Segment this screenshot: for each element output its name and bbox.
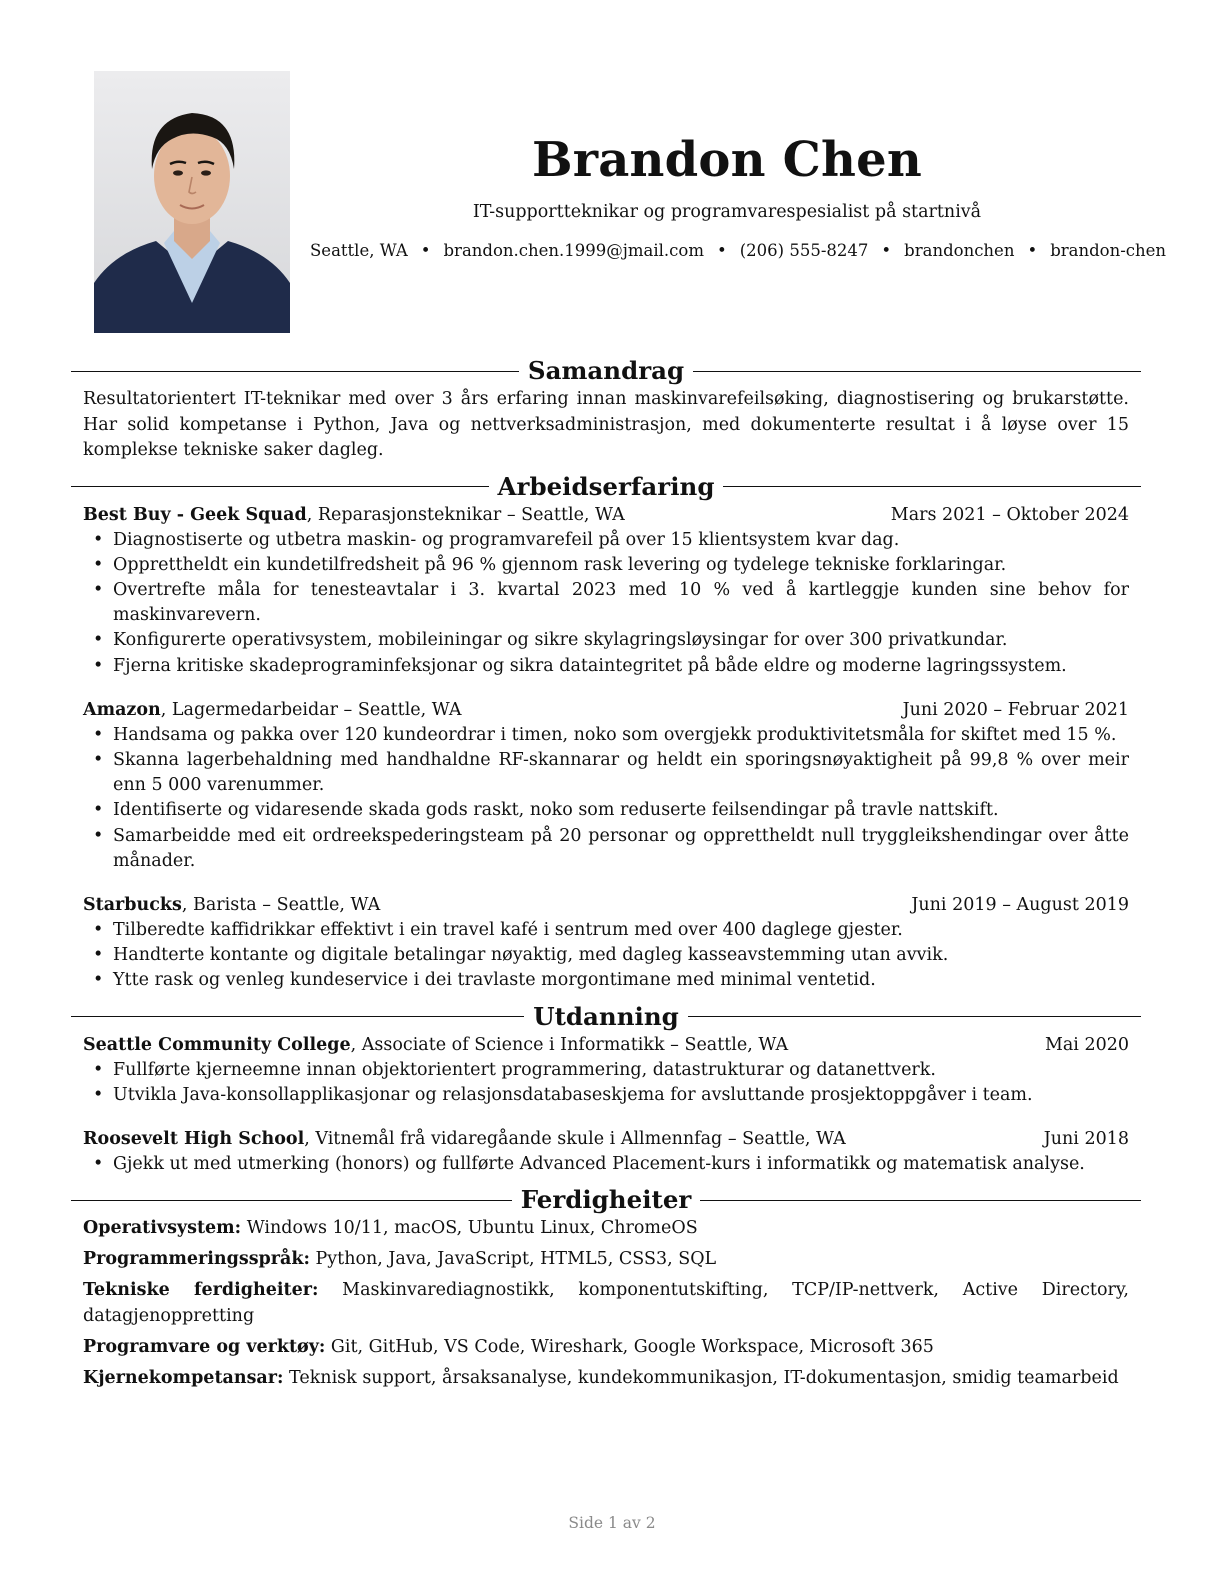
section-heading-skills <box>71 1184 1141 1216</box>
degree: , Vitnemål frå vidaregåande skule i Allmennfag – Seattle, WA <box>304 1128 846 1149</box>
skill-value: Teknisk support, årsaksanalyse, kundekommunikasjon, IT-dokumentasjon, smidig teamarbeid <box>283 1367 1119 1388</box>
skill-label: Operativsystem: <box>83 1218 242 1239</box>
skill-row <box>83 1247 1129 1273</box>
header <box>310 130 1167 262</box>
entry-date: Juni 2020 – Februar 2021 <box>902 699 1129 720</box>
heading-rule <box>693 371 1141 372</box>
contact-email[interactable]: brandon.chen.1999@jmail.com <box>443 241 704 260</box>
contact-separator: • <box>1027 241 1038 260</box>
institution: Seattle Community College <box>83 1034 351 1055</box>
list-item: • Diagnostiserte og utbetra maskin- og programvarefeil på over 15 klientsystem kvar dag. <box>113 528 1129 553</box>
skill-value: Python, Java, JavaScript, HTML5, CSS3, SQL <box>309 1249 717 1270</box>
portrait-image <box>94 71 290 333</box>
summary-text: Resultatorientert IT-teknikar med over 3 års erfaring innan maskinvarefeilsøking, diagnostisering og brukarstøtte. Har solid kompetanse i Python, Java og nettverksadministrasjon, med dokumenterte resultat i å løyse over 15 komplekse tekniske saker dagleg. <box>83 389 1129 460</box>
list-item: • Utvikla Java-konsollapplikasjonar og relasjonsdatabaseskjema for avsluttande prosjektoppgåver i team. <box>113 1083 1129 1108</box>
employer: Starbucks <box>83 894 182 915</box>
list-item: • Fullførte kjerneemne innan objektorientert programmering, datastrukturar og datanettverk. <box>113 1058 1129 1083</box>
bullet-list <box>83 723 1129 874</box>
heading-rule <box>71 1200 512 1201</box>
entry-date: Juni 2019 – August 2019 <box>911 894 1129 915</box>
section-title: Utdanning <box>533 1001 679 1031</box>
skill-label: Kjernekompetansar: <box>83 1367 284 1388</box>
bullet-list <box>83 918 1129 994</box>
entry-date: Mars 2021 – Oktober 2024 <box>890 504 1129 525</box>
list-item: • Overtrefte måla for tenesteavtalar i 3. kvartal 2023 med 10 % ved å kartleggje kunden sine behov for maskinvarevern. <box>113 578 1129 628</box>
skill-label: Tekniske ferdigheiter: <box>83 1280 319 1301</box>
candidate-name: Brandon Chen <box>532 132 922 188</box>
experience-entry <box>83 503 1129 679</box>
job-role: , Barista – Seattle, WA <box>181 894 381 915</box>
page-number: Side 1 av 2 <box>568 1514 656 1532</box>
entry-date: Juni 2018 <box>1043 1128 1129 1149</box>
section-heading-experience <box>71 471 1141 503</box>
section-title: Samandrag <box>527 356 685 385</box>
bullet-list <box>83 1058 1129 1108</box>
skill-value: Windows 10/11, macOS, Ubuntu Linux, ChromeOS <box>241 1218 698 1239</box>
section-title: Ferdigheiter <box>520 1185 692 1215</box>
skill-row <box>83 1278 1129 1329</box>
heading-rule <box>71 371 519 372</box>
contact-separator: • <box>717 241 727 260</box>
heading-rule <box>723 486 1141 487</box>
heading-rule <box>700 1200 1141 1201</box>
bullet-list <box>83 528 1129 679</box>
profile-photo <box>94 71 290 333</box>
skill-row <box>83 1366 1129 1392</box>
heading-rule <box>71 1016 524 1017</box>
list-item: • Samarbeidde med eit ordreekspederingsteam på 20 personar og opprettheldt null tryggleikshendingar over åtte månader. <box>113 824 1129 874</box>
skill-value: Git, GitHub, VS Code, Wireshark, Google Workspace, Microsoft 365 <box>325 1336 934 1357</box>
skill-value: Maskinvarediagnostikk, komponentutskifting, TCP/IP-nettverk, Active Directory, datagjenoppretting <box>83 1280 1129 1326</box>
contact-separator: • <box>420 241 431 260</box>
skill-label: Programmeringsspråk: <box>83 1249 310 1270</box>
entry-date: Mai 2020 <box>1044 1034 1129 1055</box>
list-item: • Handterte kontante og digitale betalingar nøyaktig, med dagleg kasseavstemming utan avvik. <box>113 943 1129 968</box>
list-item: • Skanna lagerbehaldning med handhaldne RF-skannarar og heldt ein sporingsnøyaktigheit på 99,8 % over meir enn 5 000 varenummer. <box>113 748 1129 798</box>
employer: Best Buy - Geek Squad <box>83 504 307 525</box>
job-role: , Reparasjonsteknikar – Seattle, WA <box>306 504 625 525</box>
contact-github[interactable]: brandonchen <box>904 241 1015 260</box>
list-item: • Ytte rask og venleg kundeservice i dei travlaste morgontimane med minimal ventetid. <box>113 968 1129 993</box>
skills-list <box>83 1216 1129 1391</box>
skill-row <box>83 1335 1129 1361</box>
heading-rule <box>688 1016 1141 1017</box>
list-item: • Opprettheldt ein kundetilfredsheit på 96 % gjennom rask levering og tydelege tekniske forklaringar. <box>113 553 1129 578</box>
contact-phone[interactable]: (206) 555-8247 <box>739 241 869 260</box>
list-item: • Fjerna kritiske skadeprograminfeksjonar og sikra dataintegritet på både eldre og moderne lagringssystem. <box>113 654 1129 679</box>
institution: Roosevelt High School <box>83 1128 305 1149</box>
skill-label: Programvare og verktøy: <box>83 1336 326 1357</box>
employer: Amazon <box>83 699 161 720</box>
bullet-list <box>83 1152 1129 1177</box>
contact-linkedin[interactable]: brandon-chen <box>1050 241 1167 260</box>
section-heading-summary <box>71 355 1141 387</box>
contact-line <box>310 240 1167 262</box>
resume-content <box>83 355 1129 1397</box>
list-item: • Identifiserte og vidaresende skada gods raskt, noko som reduserte feilsendingar på travle nattskift. <box>113 798 1129 823</box>
list-item: • Konfigurerte operativsystem, mobileiningar og sikre skylagringsløysingar for over 300 privatkundar. <box>113 628 1129 653</box>
heading-rule <box>71 486 489 487</box>
section-heading-education <box>71 1001 1141 1033</box>
list-item: • Tilberedte kaffidrikkar effektivt i ein travel kafé i sentrum med over 400 daglege gjester. <box>113 918 1129 943</box>
experience-entry <box>83 698 1129 874</box>
skill-row <box>83 1216 1129 1242</box>
education-entry <box>83 1033 1129 1108</box>
section-title: Arbeidserfaring <box>497 471 715 501</box>
headline: IT-supportteknikar og programvarespesialist på startnivå <box>472 202 982 222</box>
list-item: • Gjekk ut med utmerking (honors) og fullførte Advanced Placement-kurs i informatikk og matematisk analyse. <box>113 1152 1129 1177</box>
experience-entry <box>83 893 1129 994</box>
job-role: , Lagermedarbeidar – Seattle, WA <box>160 699 462 720</box>
education-entry <box>83 1127 1129 1177</box>
contact-location: Seattle, WA <box>310 241 408 260</box>
list-item: • Handsama og pakka over 120 kundeordrar i timen, noko som overgjekk produktivitetsmåla for skiftet med 15 %. <box>113 723 1129 748</box>
degree: , Associate of Science i Informatikk – Seattle, WA <box>350 1034 789 1055</box>
contact-separator: • <box>881 241 892 260</box>
